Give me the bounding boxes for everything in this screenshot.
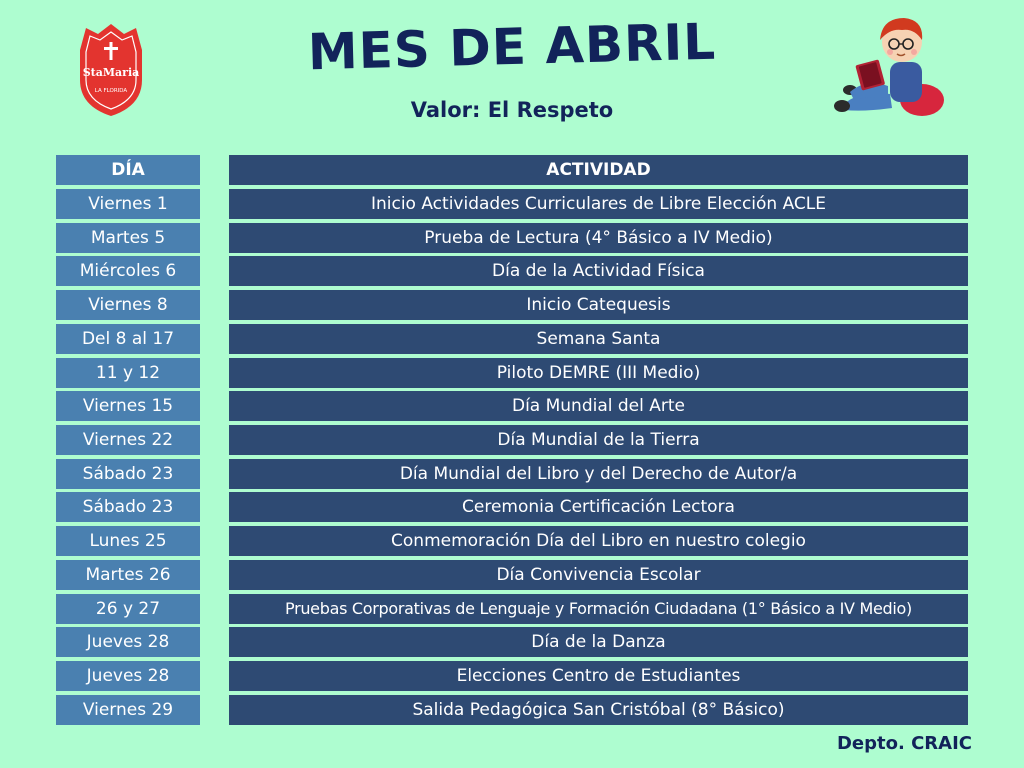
row-day: Martes 5 bbox=[56, 223, 200, 253]
row-activity: Semana Santa bbox=[229, 324, 968, 354]
crest-subtext: LA FLORIDA bbox=[94, 88, 128, 94]
footer-credit: Depto. CRAIC bbox=[836, 733, 972, 754]
page-subtitle: Valor: El Respeto bbox=[410, 98, 614, 122]
row-day: Viernes 15 bbox=[56, 391, 200, 421]
row-day: Viernes 1 bbox=[56, 189, 200, 219]
row-day: Martes 26 bbox=[56, 560, 200, 590]
row-activity: Piloto DEMRE (III Medio) bbox=[229, 358, 968, 388]
row-activity: Día de la Actividad Física bbox=[229, 256, 968, 286]
row-activity: Salida Pedagógica San Cristóbal (8° Básico) bbox=[229, 695, 968, 725]
row-day: Viernes 29 bbox=[56, 695, 200, 725]
row-activity: Inicio Actividades Curriculares de Libre Elección ACLE bbox=[229, 189, 968, 219]
row-activity: Prueba de Lectura (4° Básico a IV Medio) bbox=[229, 223, 968, 253]
row-activity: Inicio Catequesis bbox=[229, 290, 968, 320]
row-activity: Día Mundial del Arte bbox=[229, 391, 968, 421]
row-activity: Día Mundial del Libro y del Derecho de Autor/a bbox=[229, 459, 968, 489]
crest-text: StaMaria bbox=[82, 66, 140, 79]
row-activity: Elecciones Centro de Estudiantes bbox=[229, 661, 968, 691]
row-day: Jueves 28 bbox=[56, 661, 200, 691]
row-activity: Día Mundial de la Tierra bbox=[229, 425, 968, 455]
row-day: Viernes 22 bbox=[56, 425, 200, 455]
row-activity: Día Convivencia Escolar bbox=[229, 560, 968, 590]
page-title: MES DE ABRIL bbox=[307, 12, 717, 82]
row-day: 11 y 12 bbox=[56, 358, 200, 388]
row-day: Miércoles 6 bbox=[56, 256, 200, 286]
row-activity: Pruebas Corporativas de Lenguaje y Formación Ciudadana (1° Básico a IV Medio) bbox=[229, 594, 968, 624]
row-day: Viernes 8 bbox=[56, 290, 200, 320]
row-day: Lunes 25 bbox=[56, 526, 200, 556]
row-day: Del 8 al 17 bbox=[56, 324, 200, 354]
row-activity: Ceremonia Certificación Lectora bbox=[229, 492, 968, 522]
row-day: Sábado 23 bbox=[56, 492, 200, 522]
row-day: Jueves 28 bbox=[56, 627, 200, 657]
column-header-actividad: ACTIVIDAD bbox=[229, 155, 968, 185]
column-header-dia: DÍA bbox=[56, 155, 200, 185]
row-day: Sábado 23 bbox=[56, 459, 200, 489]
row-day: 26 y 27 bbox=[56, 594, 200, 624]
row-activity: Día de la Danza bbox=[229, 627, 968, 657]
row-activity: Conmemoración Día del Libro en nuestro colegio bbox=[229, 526, 968, 556]
